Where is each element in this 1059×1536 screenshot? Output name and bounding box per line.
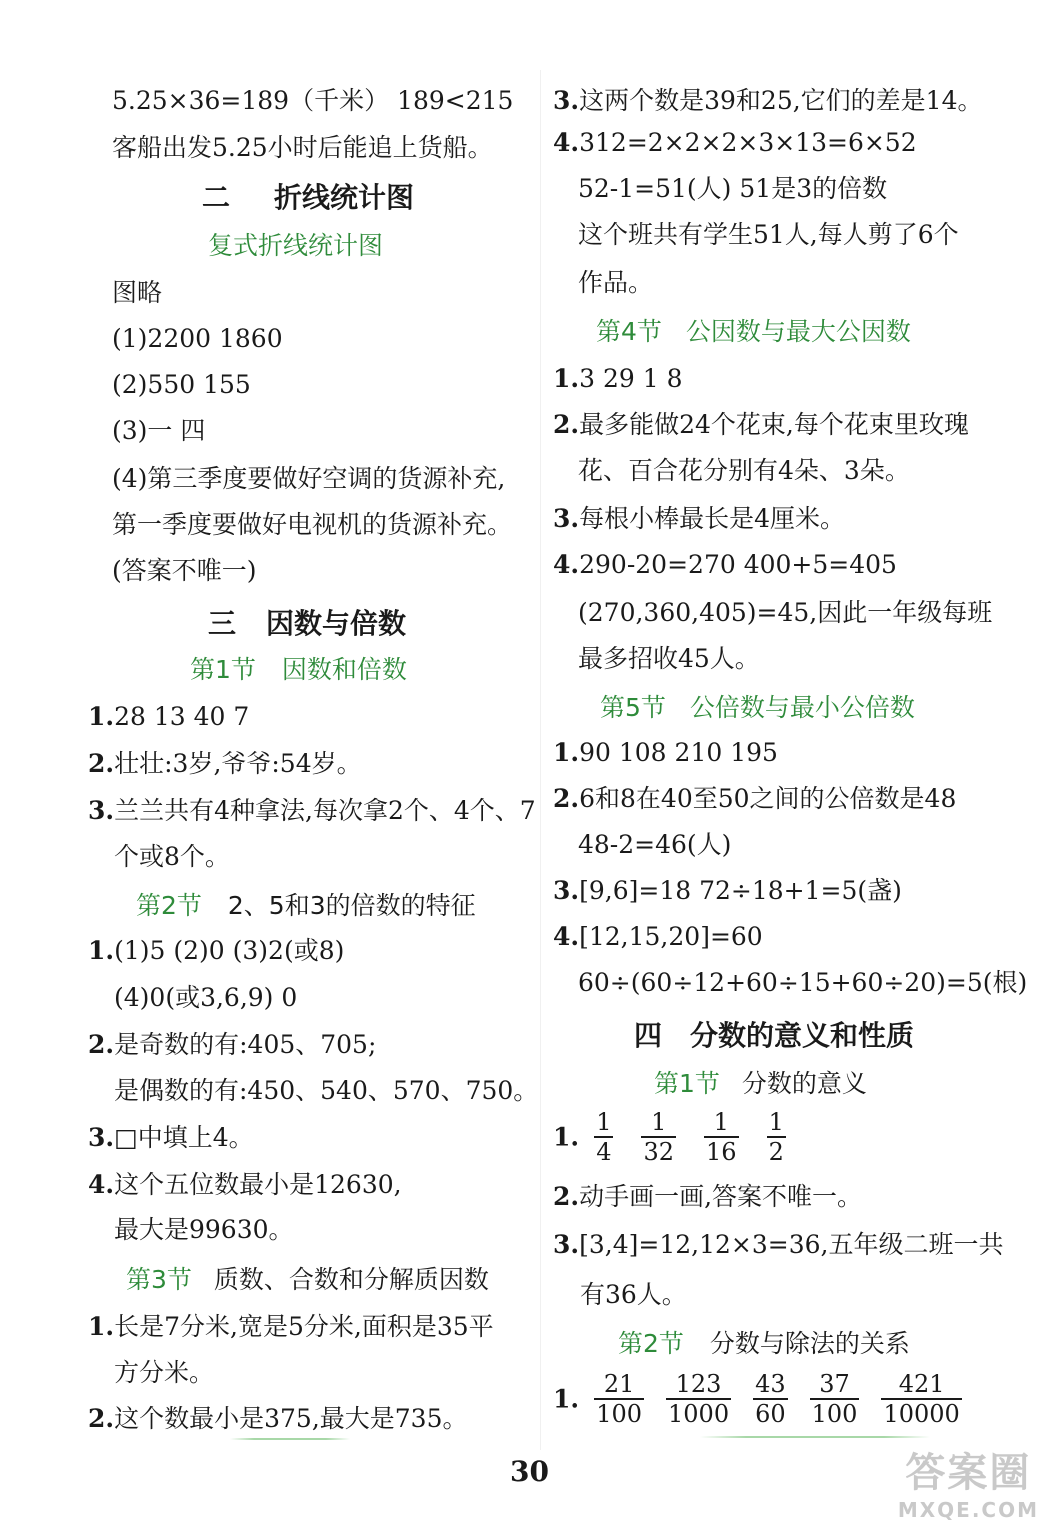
answer-line: 最多招收45人。: [578, 644, 760, 673]
fraction-numerator: 1: [641, 1108, 676, 1138]
item-number: 4.: [88, 1170, 115, 1199]
item-text: 长是7分米,宽是5分米,面积是35平: [114, 1312, 494, 1341]
answer-line: 有36人。: [580, 1280, 687, 1309]
fraction-denominator: 32: [643, 1138, 675, 1166]
section-heading: [126, 1260, 489, 1296]
column-divider: [540, 70, 541, 1450]
item-number: 2.: [88, 1030, 115, 1059]
section-title: 公因数与最大公因数: [685, 317, 911, 346]
item-number: 4.: [553, 550, 580, 579]
fraction-denominator: 60: [755, 1400, 786, 1428]
section-title: 公倍数与最小公倍数: [689, 693, 915, 722]
item-number: 2.: [88, 1404, 115, 1433]
item-text: 6和8在40至50之间的公倍数是48: [579, 784, 957, 813]
fraction-denominator: 100: [811, 1400, 858, 1428]
section-heading: [600, 688, 915, 724]
fraction-answer-row: [553, 1370, 974, 1428]
item-number: 3.: [553, 504, 580, 533]
answer-line: [553, 126, 917, 160]
item-text: 28 13 40 7: [114, 702, 250, 731]
item-text: 壮壮:3岁,爷爷:54岁。: [114, 749, 362, 778]
chapter-number: 二: [202, 181, 231, 214]
fraction: [810, 1370, 860, 1428]
item-number: 2.: [88, 749, 115, 778]
answer-line: (4)0(或3,6,9) 0: [114, 983, 298, 1012]
fraction-numerator: 1: [768, 1108, 784, 1136]
item-number: 1.: [88, 1312, 115, 1341]
answer-line: (2)550 155: [112, 370, 251, 399]
section-heading: [654, 1064, 867, 1100]
item-text: 兰兰共有4种拿法,每次拿2个、4个、7: [114, 796, 536, 825]
chapter-title: 因数与倍数: [266, 607, 407, 640]
answer-line: [88, 1310, 494, 1344]
item-number: 1.: [553, 1122, 580, 1152]
fraction: [641, 1108, 676, 1166]
answer-line: [553, 782, 956, 816]
fraction: [594, 1108, 613, 1166]
item-number: 1.: [553, 364, 580, 393]
answer-line: 60÷(60÷12+60÷15+60÷20)=5(根): [578, 968, 1028, 997]
chapter-title: 折线统计图: [274, 181, 415, 214]
item-number: 1.: [88, 702, 115, 731]
section-label: 第1节: [654, 1069, 720, 1098]
answer-line: 个或8个。: [114, 842, 230, 871]
answer-line: [553, 920, 763, 954]
fraction-denominator: 4: [596, 1138, 612, 1166]
divider: [700, 1436, 930, 1438]
section-label: 第2节: [136, 891, 202, 920]
item-number: 3.: [553, 876, 580, 905]
answer-line: [88, 747, 362, 781]
section-heading: 复式折线统计图: [208, 231, 384, 260]
item-number: 1.: [553, 738, 580, 767]
answer-line: [553, 548, 897, 582]
chapter-heading: [634, 1014, 914, 1054]
fraction-numerator: 123: [666, 1370, 731, 1400]
fraction: [881, 1370, 961, 1428]
chapter-title: 分数的意义和性质: [690, 1019, 915, 1052]
item-text: (1)5 (2)0 (3)2(或8): [114, 936, 345, 965]
watermark-logo: 答案圈 MXQE.COM: [897, 1450, 1039, 1522]
fraction-denominator: 16: [706, 1138, 737, 1166]
chapter-number: 四: [634, 1019, 663, 1052]
item-number: 2.: [553, 1182, 580, 1211]
item-text: □中填上4。: [114, 1123, 254, 1152]
answer-line: [88, 1121, 254, 1155]
item-text: 290-20=270 400+5=405: [579, 550, 897, 579]
item-number: 2.: [553, 410, 580, 439]
fraction-numerator: 1: [704, 1108, 739, 1138]
section-heading: [190, 650, 407, 686]
item-text: 每根小棒最长是4厘米。: [579, 504, 846, 533]
answer-line: (270,360,405)=45,因此一年级每班: [578, 598, 993, 627]
answer-line: [88, 1402, 468, 1436]
chapter-heading: [202, 176, 414, 216]
item-text: 3 29 1 8: [579, 364, 683, 393]
answer-line: 52-1=51(人) 51是3的倍数: [578, 174, 888, 203]
fraction-denominator: 2: [768, 1138, 784, 1166]
item-text: 动手画一画,答案不唯一。: [579, 1182, 863, 1211]
item-number: 4.: [553, 128, 580, 157]
answer-line: 5.25×36=189（千米） 189<215: [112, 86, 514, 115]
fraction: [753, 1370, 788, 1428]
section-title: 质数、合数和分解质因数: [213, 1265, 489, 1294]
answer-line: [553, 1180, 862, 1214]
item-text: [12,15,20]=60: [579, 922, 763, 951]
fraction-list: [584, 1370, 974, 1428]
item-number: 3.: [88, 1123, 115, 1152]
fraction-denominator: 100: [596, 1400, 643, 1428]
fraction-list: [584, 1108, 804, 1166]
item-number: 4.: [553, 922, 580, 951]
fraction-denominator: 10000: [883, 1400, 960, 1428]
answer-line: [553, 84, 983, 118]
item-text: 90 108 210 195: [579, 738, 778, 767]
item-text: 312=2×2×2×3×13=6×52: [579, 128, 917, 157]
fraction: [704, 1108, 739, 1166]
item-text: 这两个数是39和25,它们的差是14。: [579, 86, 983, 115]
fraction-numerator: 1: [596, 1108, 612, 1136]
item-number: 3.: [553, 1230, 580, 1259]
answer-line: (4)第三季度要做好空调的货源补充,: [112, 464, 506, 493]
section-title: 因数和倍数: [281, 655, 407, 684]
fraction-denominator: 1000: [668, 1400, 730, 1428]
item-text: 这个数最小是375,最大是735。: [114, 1404, 468, 1433]
item-text: [3,4]=12,12×3=36,五年级二班一共: [579, 1230, 1004, 1259]
fraction-numerator: 21: [594, 1370, 644, 1400]
item-text: 是奇数的有:405、705;: [114, 1030, 377, 1059]
divider: [230, 1438, 350, 1440]
fraction: [767, 1108, 786, 1166]
answer-line: [553, 362, 682, 396]
fraction-numerator: 37: [810, 1370, 860, 1400]
answer-line: 客船出发5.25小时后能追上货船。: [112, 133, 493, 162]
answer-line: (1)2200 1860: [112, 324, 283, 353]
answer-line: [553, 408, 969, 442]
answer-line: [553, 736, 778, 770]
answer-line: 花、百合花分别有4朵、3朵。: [578, 456, 910, 485]
answer-line: 作品。: [578, 268, 654, 297]
answer-line: 这个班共有学生51人,每人剪了6个: [578, 220, 959, 249]
answer-line: [88, 934, 344, 968]
answer-line: [88, 1028, 376, 1062]
fraction: [666, 1370, 731, 1428]
answer-line: 第一季度要做好电视机的货源补充。: [112, 510, 513, 539]
answer-line: 最大是99630。: [114, 1215, 294, 1244]
item-number: 3.: [553, 86, 580, 115]
answer-line: [88, 794, 536, 828]
item-number: 1.: [88, 936, 115, 965]
answer-line: [553, 502, 845, 536]
answer-line: (答案不唯一): [112, 556, 257, 585]
section-heading: [596, 312, 911, 348]
answer-line: (3)一 四: [112, 416, 206, 445]
chapter-heading: [208, 602, 406, 642]
answer-line: [553, 874, 902, 908]
answer-line: 图略: [112, 278, 163, 307]
item-number: 2.: [553, 784, 580, 813]
section-label: 第1节: [190, 655, 256, 684]
item-text: 这个五位数最小是12630,: [114, 1170, 402, 1199]
item-number: 3.: [88, 796, 115, 825]
section-label: 第4节: [596, 317, 662, 346]
section-label: 第3节: [126, 1265, 192, 1294]
item-text: 最多能做24个花束,每个花束里玫瑰: [579, 410, 969, 439]
section-heading: [136, 886, 476, 922]
section-title: 2、5和3的倍数的特征: [227, 891, 476, 920]
page-number: 30: [510, 1455, 549, 1488]
answer-line: 方分米。: [114, 1358, 215, 1387]
answer-line: [553, 1228, 1003, 1262]
answer-line: [88, 1168, 402, 1202]
section-title: 分数与除法的关系: [709, 1329, 910, 1358]
answer-line: 是偶数的有:450、540、570、750。: [114, 1076, 539, 1105]
answer-line: 48-2=46(人): [578, 830, 732, 859]
chapter-number: 三: [208, 607, 237, 640]
section-label: 第5节: [600, 693, 666, 722]
item-number: 1.: [553, 1384, 580, 1414]
section-title: 分数的意义: [741, 1069, 867, 1098]
section-label: 第2节: [618, 1329, 684, 1358]
fraction: [594, 1370, 644, 1428]
fraction-numerator: 43: [755, 1370, 786, 1398]
section-heading: [618, 1324, 910, 1360]
item-text: [9,6]=18 72÷18+1=5(盏): [579, 876, 902, 905]
fraction-numerator: 421: [881, 1370, 961, 1400]
answer-line: [88, 700, 249, 734]
fraction-answer-row: [553, 1108, 804, 1166]
